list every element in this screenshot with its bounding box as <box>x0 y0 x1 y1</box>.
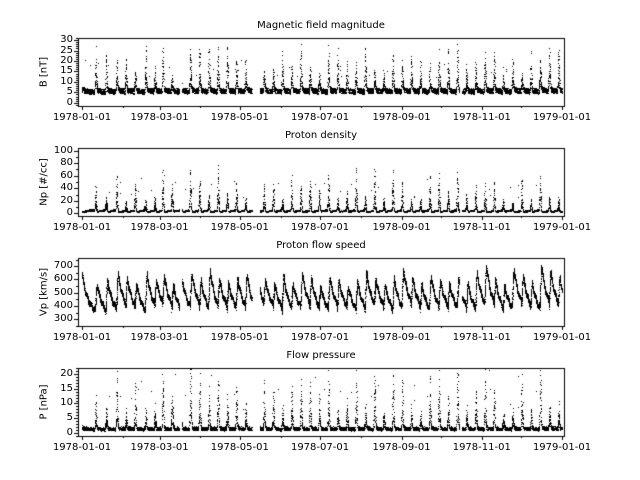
x-tick-label: 1978-03-01 <box>130 332 189 343</box>
y-tick-label: 60 <box>60 169 73 181</box>
y-tick-label: 20 <box>60 367 73 379</box>
y-tick-label: 15 <box>60 382 73 394</box>
y-tick-label: 700 <box>53 260 73 272</box>
y-tick-label: 30 <box>60 34 73 46</box>
x-tick-label: 1978-09-01 <box>372 112 431 123</box>
y-tick-label: 0 <box>66 96 73 108</box>
y-axis-label-p: P [nPa] <box>38 384 50 420</box>
y-axis-label-np: Np [#/cc] <box>38 158 50 206</box>
x-tick-label: 1978-07-01 <box>290 112 350 123</box>
x-tick-label: 1978-01-01 <box>52 222 112 233</box>
y-tick-label: 100 <box>53 144 73 156</box>
x-tick-label: 1978-03-01 <box>130 112 189 123</box>
y-tick-label: 0 <box>66 427 73 439</box>
y-tick-label: 20 <box>60 55 73 66</box>
x-tick-label: 1978-07-01 <box>290 332 350 343</box>
x-tick-label: 1978-01-01 <box>52 332 112 343</box>
panel-title-magnetic-field: Magnetic field magnitude <box>257 20 385 31</box>
x-tick-label: 1978-05-01 <box>210 112 269 123</box>
x-tick-label: 1978-11-01 <box>452 222 511 233</box>
x-tick-label: 1978-11-01 <box>452 442 511 453</box>
y-tick-label: 300 <box>53 313 73 325</box>
x-tick-label: 1978-05-01 <box>210 332 269 343</box>
x-tick-label: 1978-01-01 <box>52 112 112 123</box>
x-tick-label: 1979-01-01 <box>532 332 592 343</box>
x-tick-label: 1978-07-01 <box>290 222 350 233</box>
y-tick-label: 600 <box>53 273 73 285</box>
x-tick-label: 1978-09-01 <box>372 332 431 343</box>
x-tick-label: 1978-11-01 <box>452 332 511 343</box>
y-tick-label: 400 <box>53 299 73 311</box>
y-tick-label: 80 <box>60 157 73 169</box>
y-tick-label: 5 <box>66 412 73 424</box>
x-tick-label: 1978-09-01 <box>372 222 431 233</box>
x-tick-label: 1978-11-01 <box>452 112 511 123</box>
y-tick-label: 20 <box>60 194 73 206</box>
x-tick-label: 1978-03-01 <box>130 442 189 453</box>
y-tick-label: 10 <box>60 397 73 409</box>
x-tick-label: 1978-01-01 <box>52 442 112 453</box>
x-tick-label: 1978-03-01 <box>130 222 189 233</box>
y-tick-label: 500 <box>53 286 73 298</box>
panel-title-proton-density: Proton density <box>284 130 358 141</box>
x-tick-label: 1979-01-01 <box>532 442 592 453</box>
x-tick-label: 1979-01-01 <box>532 222 592 233</box>
y-tick-label: 5 <box>66 86 73 98</box>
x-tick-label: 1979-01-01 <box>532 112 592 123</box>
y-axis-label-vp: Vp [km/s] <box>38 267 50 317</box>
y-tick-label: 40 <box>60 182 73 194</box>
x-tick-label: 1978-07-01 <box>290 442 350 453</box>
panel-title-proton-flow-speed: Proton flow speed <box>276 240 366 251</box>
y-tick-label: 0 <box>66 207 73 219</box>
x-tick-label: 1978-09-01 <box>372 442 431 453</box>
panel-title-flow-pressure: Flow pressure <box>286 350 356 361</box>
y-tick-label: 15 <box>60 65 73 77</box>
y-tick-label: 10 <box>60 75 73 87</box>
y-axis-label-b: B [nT] <box>38 56 50 88</box>
x-tick-label: 1978-05-01 <box>210 222 269 233</box>
y-tick-label: 25 <box>60 44 73 56</box>
x-tick-label: 1978-05-01 <box>210 442 269 453</box>
